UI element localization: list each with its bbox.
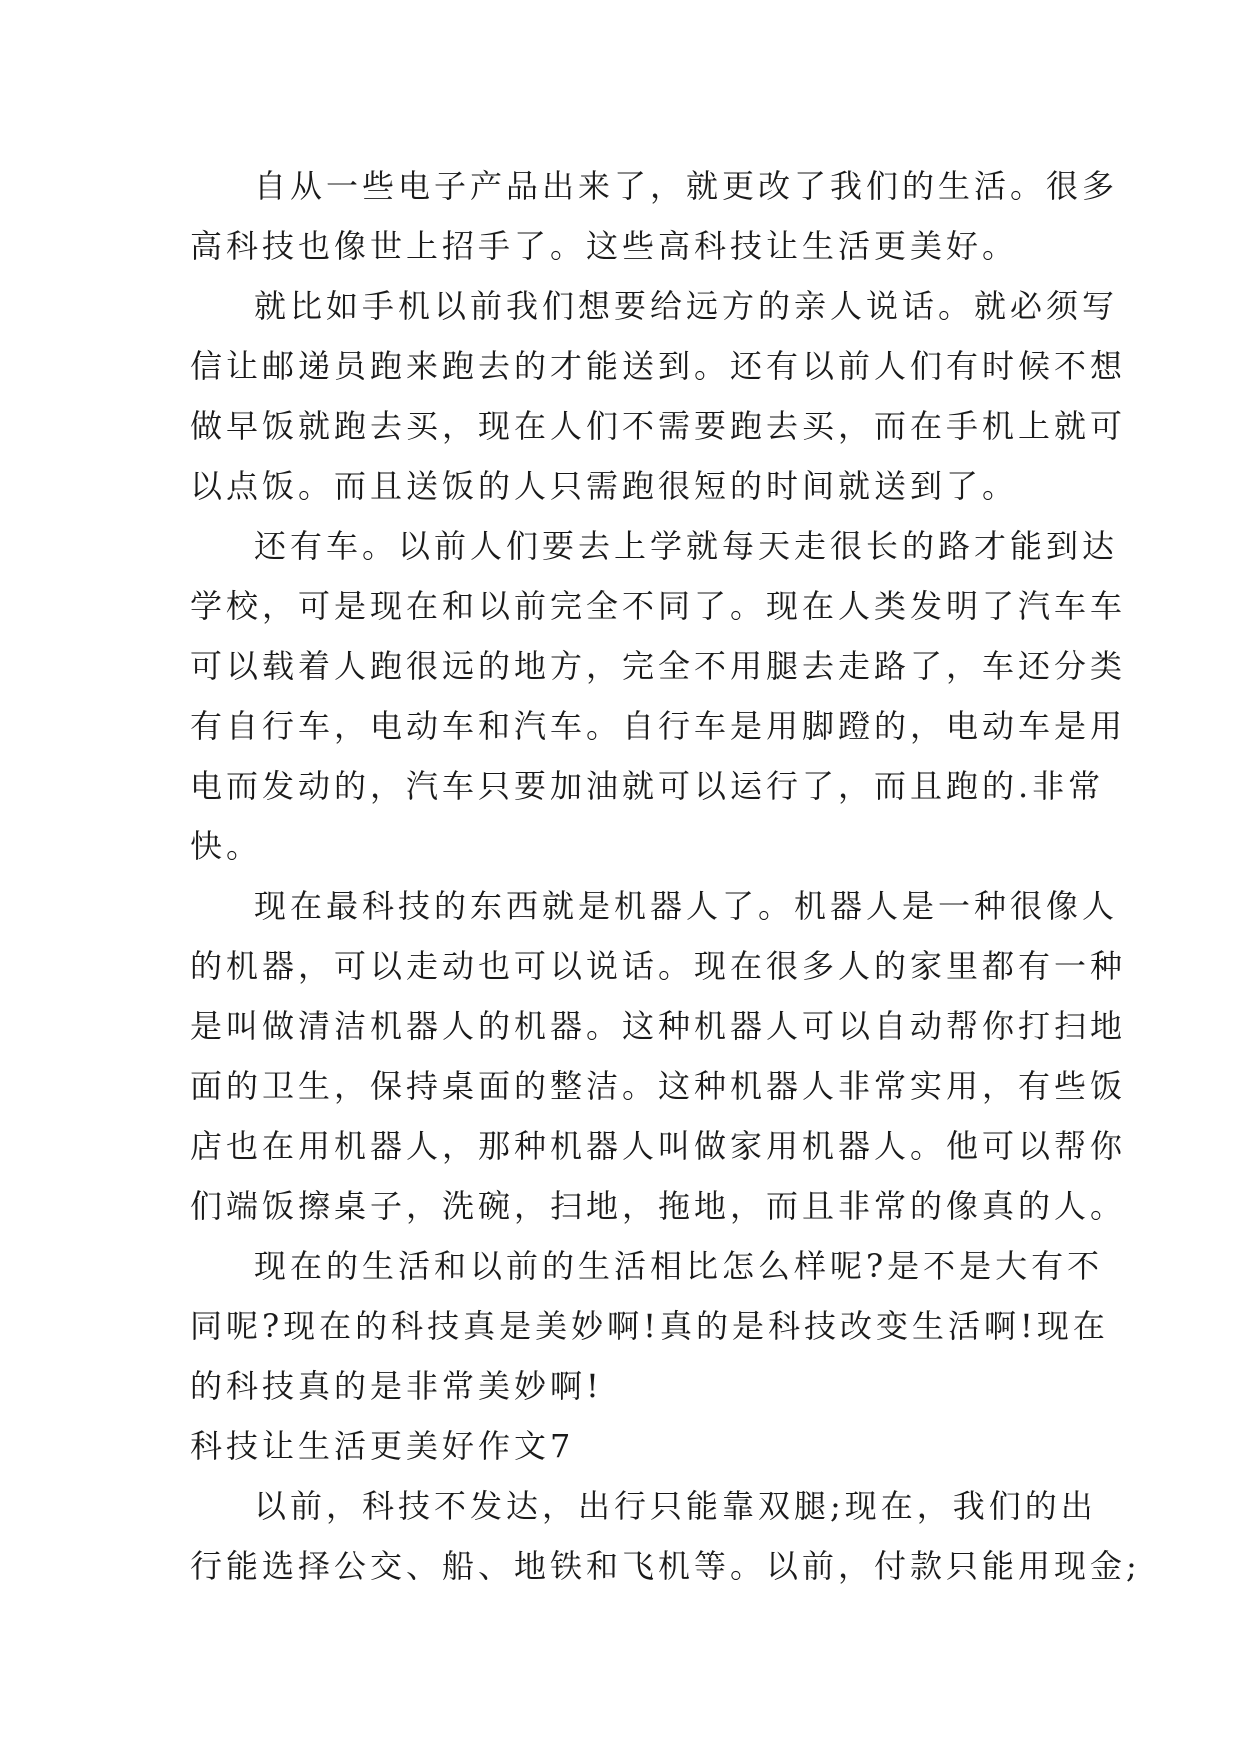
section-heading: 科技让生活更美好作文7 xyxy=(190,1427,575,1465)
paragraph-line: 电而发动的，汽车只要加油就可以运行了，而且跑的.非常 xyxy=(190,767,1105,805)
paragraph-line: 行能选择公交、船、地铁和飞机等。以前，付款只能用现金; xyxy=(190,1547,1141,1585)
paragraph-line: 现在的生活和以前的生活相比怎么样呢?是不是大有不 xyxy=(254,1247,1104,1285)
paragraph-line: 信让邮递员跑来跑去的才能送到。还有以前人们有时候不想 xyxy=(190,347,1127,385)
paragraph-line: 可以载着人跑很远的地方，完全不用腿去走路了，车还分类 xyxy=(190,647,1127,685)
paragraph-line: 学校，可是现在和以前完全不同了。现在人类发明了汽车车 xyxy=(190,587,1127,625)
paragraph-line: 店也在用机器人，那种机器人叫做家用机器人。他可以帮你 xyxy=(190,1127,1127,1165)
paragraph-line: 以前，科技不发达，出行只能靠双腿;现在，我们的出 xyxy=(254,1487,1097,1525)
paragraph-line: 自从一些电子产品出来了，就更改了我们的生活。很多 xyxy=(254,167,1119,205)
paragraph-line: 的机器，可以走动也可以说话。现在很多人的家里都有一种 xyxy=(190,947,1127,985)
paragraph-line: 有自行车，电动车和汽车。自行车是用脚蹬的，电动车是用 xyxy=(190,707,1127,745)
paragraph-line: 是叫做清洁机器人的机器。这种机器人可以自动帮你打扫地 xyxy=(190,1007,1127,1045)
paragraph-line: 高科技也像世上招手了。这些高科技让生活更美好。 xyxy=(190,227,1019,265)
paragraph-line: 的科技真的是非常美妙啊! xyxy=(190,1367,603,1405)
paragraph-line: 同呢?现在的科技真是美妙啊!真的是科技改变生活啊!现在 xyxy=(190,1307,1109,1345)
paragraph-line: 以点饭。而且送饭的人只需跑很短的时间就送到了。 xyxy=(190,467,1019,505)
paragraph-line: 还有车。以前人们要去上学就每天走很长的路才能到达 xyxy=(254,527,1119,565)
paragraph-line: 们端饭擦桌子，洗碗，扫地，拖地，而且非常的像真的人。 xyxy=(190,1187,1127,1225)
paragraph-line: 面的卫生，保持桌面的整洁。这种机器人非常实用，有些饭 xyxy=(190,1067,1127,1105)
paragraph-line: 做早饭就跑去买，现在人们不需要跑去买，而在手机上就可 xyxy=(190,407,1127,445)
paragraph-line: 快。 xyxy=(190,827,263,865)
paragraph-line: 就比如手机以前我们想要给远方的亲人说话。就必须写 xyxy=(254,287,1119,325)
paragraph-line: 现在最科技的东西就是机器人了。机器人是一种很像人 xyxy=(254,887,1119,925)
